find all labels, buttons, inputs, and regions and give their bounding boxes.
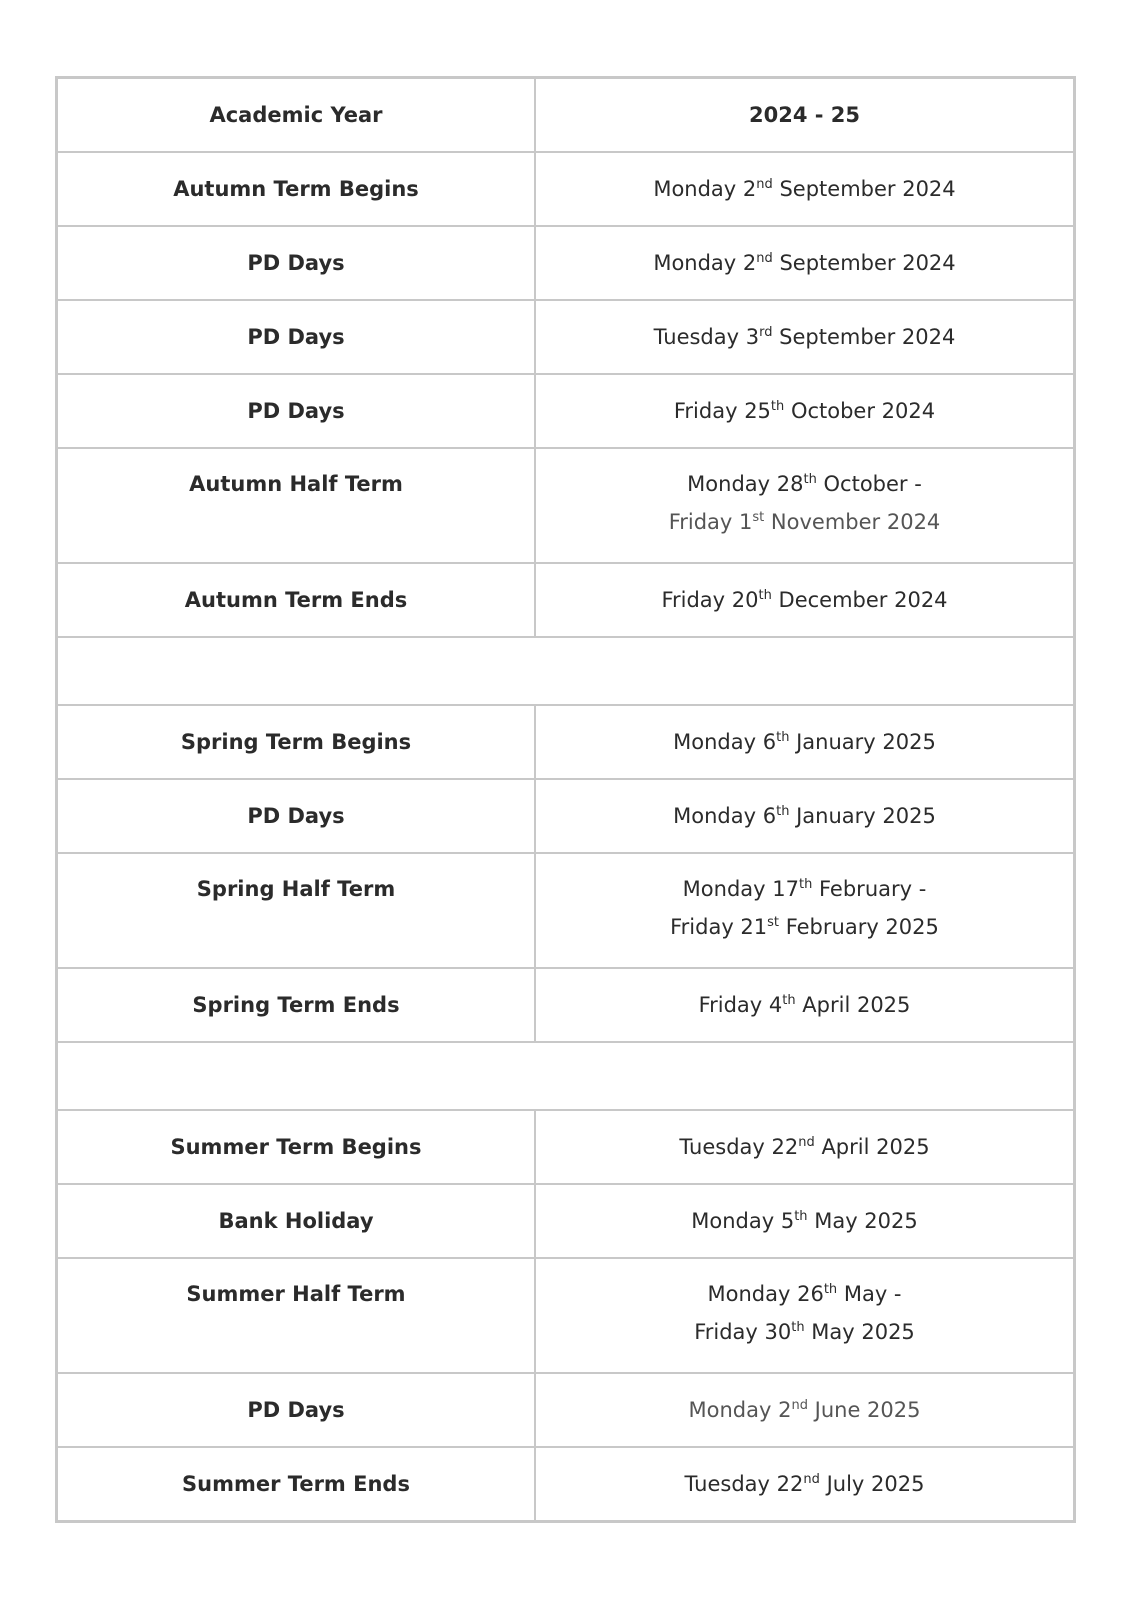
term-label-cell: PD Days (57, 374, 536, 448)
ordinal-suffix: th (758, 588, 772, 603)
term-label-cell: Autumn Half Term (57, 448, 536, 563)
ordinal-suffix: th (791, 1320, 805, 1335)
date-cell (535, 1373, 1075, 1447)
date-text: Friday 1 (668, 510, 753, 534)
term-label-cell: Summer Half Term (57, 1258, 536, 1373)
date-line (536, 1313, 1073, 1351)
date-cell (535, 853, 1075, 968)
date-line (536, 244, 1073, 282)
date-line (536, 986, 1073, 1024)
term-label-cell: Summer Term Begins (57, 1110, 536, 1184)
table-row (57, 779, 1075, 853)
date-text: January 2025 (789, 730, 936, 754)
date-text: Monday 28 (687, 472, 804, 496)
table-row (57, 152, 1075, 226)
date-text: Monday 2 (653, 177, 757, 201)
ordinal-suffix: th (803, 472, 817, 487)
date-line (536, 723, 1073, 761)
term-label-cell: PD Days (57, 226, 536, 300)
date-text: June 2025 (807, 1398, 921, 1422)
date-text: Monday 6 (673, 730, 777, 754)
ordinal-suffix: th (823, 1282, 838, 1297)
date-text: May - (837, 1282, 902, 1306)
date-text: Monday 6 (673, 804, 777, 828)
date-cell (535, 374, 1075, 448)
spacer-cell (57, 637, 1075, 705)
ordinal-suffix: th (776, 804, 790, 819)
date-text: Monday 2 (653, 251, 757, 275)
table-row (57, 563, 1075, 637)
date-text: Friday 30 (694, 1320, 792, 1344)
date-cell (535, 563, 1075, 637)
date-text: Friday 25 (673, 399, 771, 423)
date-line (536, 503, 1073, 541)
ordinal-suffix: th (794, 1209, 808, 1224)
date-text: September 2024 (772, 251, 956, 275)
table-row (57, 853, 1075, 968)
term-label-cell: Autumn Term Ends (57, 563, 536, 637)
date-text: February 2025 (779, 915, 939, 939)
term-dates-table (55, 76, 1076, 1523)
date-text: January 2025 (789, 804, 936, 828)
date-line (536, 1128, 1073, 1166)
ordinal-suffix: rd (759, 325, 773, 340)
term-dates-body (57, 78, 1075, 1522)
date-line (536, 1391, 1073, 1429)
date-text: May 2025 (807, 1209, 918, 1233)
date-cell (535, 968, 1075, 1042)
date-line (536, 870, 1073, 908)
term-label-cell: Bank Holiday (57, 1184, 536, 1258)
term-label-cell: Spring Term Begins (57, 705, 536, 779)
table-row (57, 374, 1075, 448)
date-text: October 2024 (784, 399, 936, 423)
date-line (536, 96, 1073, 134)
date-text: April 2025 (795, 993, 911, 1017)
table-row (57, 448, 1075, 563)
date-text: Friday 20 (661, 588, 759, 612)
ordinal-suffix: st (767, 915, 780, 930)
date-text: Monday 26 (707, 1282, 824, 1306)
date-cell (535, 1184, 1075, 1258)
term-label-cell: PD Days (57, 300, 536, 374)
date-line (536, 908, 1073, 946)
date-cell (535, 705, 1075, 779)
date-text: July 2025 (819, 1472, 925, 1496)
date-cell (535, 300, 1075, 374)
date-cell (535, 226, 1075, 300)
date-text: Friday 21 (670, 915, 768, 939)
date-line (536, 1465, 1073, 1503)
table-row (57, 226, 1075, 300)
term-label-cell: PD Days (57, 779, 536, 853)
date-line (536, 465, 1073, 503)
date-text: October - (816, 472, 922, 496)
ordinal-suffix: nd (803, 1472, 820, 1487)
table-row (57, 300, 1075, 374)
date-text: Tuesday 22 (679, 1135, 799, 1159)
table-row (57, 1447, 1075, 1522)
term-label-cell: Academic Year (57, 78, 536, 153)
table-row (57, 1373, 1075, 1447)
ordinal-suffix: th (776, 730, 790, 745)
date-text: Friday 4 (698, 993, 783, 1017)
date-line (536, 581, 1073, 619)
date-text: December 2024 (771, 588, 948, 612)
date-text: November 2024 (764, 510, 941, 534)
date-line (536, 1202, 1073, 1240)
date-text: Tuesday 3 (653, 325, 760, 349)
date-line (536, 1275, 1073, 1313)
term-label-cell: PD Days (57, 1373, 536, 1447)
date-cell (535, 1110, 1075, 1184)
date-line (536, 318, 1073, 356)
table-row (57, 705, 1075, 779)
table-row (57, 968, 1075, 1042)
date-cell (535, 1258, 1075, 1373)
table-row (57, 1110, 1075, 1184)
ordinal-suffix: st (752, 510, 765, 525)
academic-year-value (535, 78, 1075, 153)
date-cell (535, 152, 1075, 226)
date-text: February - (812, 877, 927, 901)
date-text: September 2024 (772, 325, 956, 349)
date-text: Tuesday 22 (684, 1472, 804, 1496)
date-text: 2024 - 25 (748, 103, 860, 127)
date-cell (535, 1447, 1075, 1522)
spacer-row (57, 1042, 1075, 1110)
term-label-cell: Autumn Term Begins (57, 152, 536, 226)
ordinal-suffix: th (770, 399, 785, 414)
date-line (536, 797, 1073, 835)
term-label-cell: Spring Term Ends (57, 968, 536, 1042)
date-line (536, 392, 1073, 430)
date-text: April 2025 (814, 1135, 930, 1159)
table-row (57, 1258, 1075, 1373)
ordinal-suffix: th (782, 993, 796, 1008)
ordinal-suffix: nd (791, 1398, 808, 1413)
table-row (57, 1184, 1075, 1258)
table-row (57, 78, 1075, 153)
date-cell (535, 448, 1075, 563)
date-text: Monday 5 (691, 1209, 795, 1233)
spacer-row (57, 637, 1075, 705)
date-text: Monday 2 (688, 1398, 792, 1422)
date-text: May 2025 (804, 1320, 915, 1344)
date-cell (535, 779, 1075, 853)
term-label-cell: Summer Term Ends (57, 1447, 536, 1522)
date-text: Monday 17 (682, 877, 799, 901)
spacer-cell (57, 1042, 1075, 1110)
term-label-cell: Spring Half Term (57, 853, 536, 968)
ordinal-suffix: nd (798, 1135, 815, 1150)
ordinal-suffix: th (798, 877, 813, 892)
ordinal-suffix: nd (756, 251, 773, 266)
date-text: September 2024 (772, 177, 956, 201)
date-line (536, 170, 1073, 208)
ordinal-suffix: nd (756, 177, 773, 192)
